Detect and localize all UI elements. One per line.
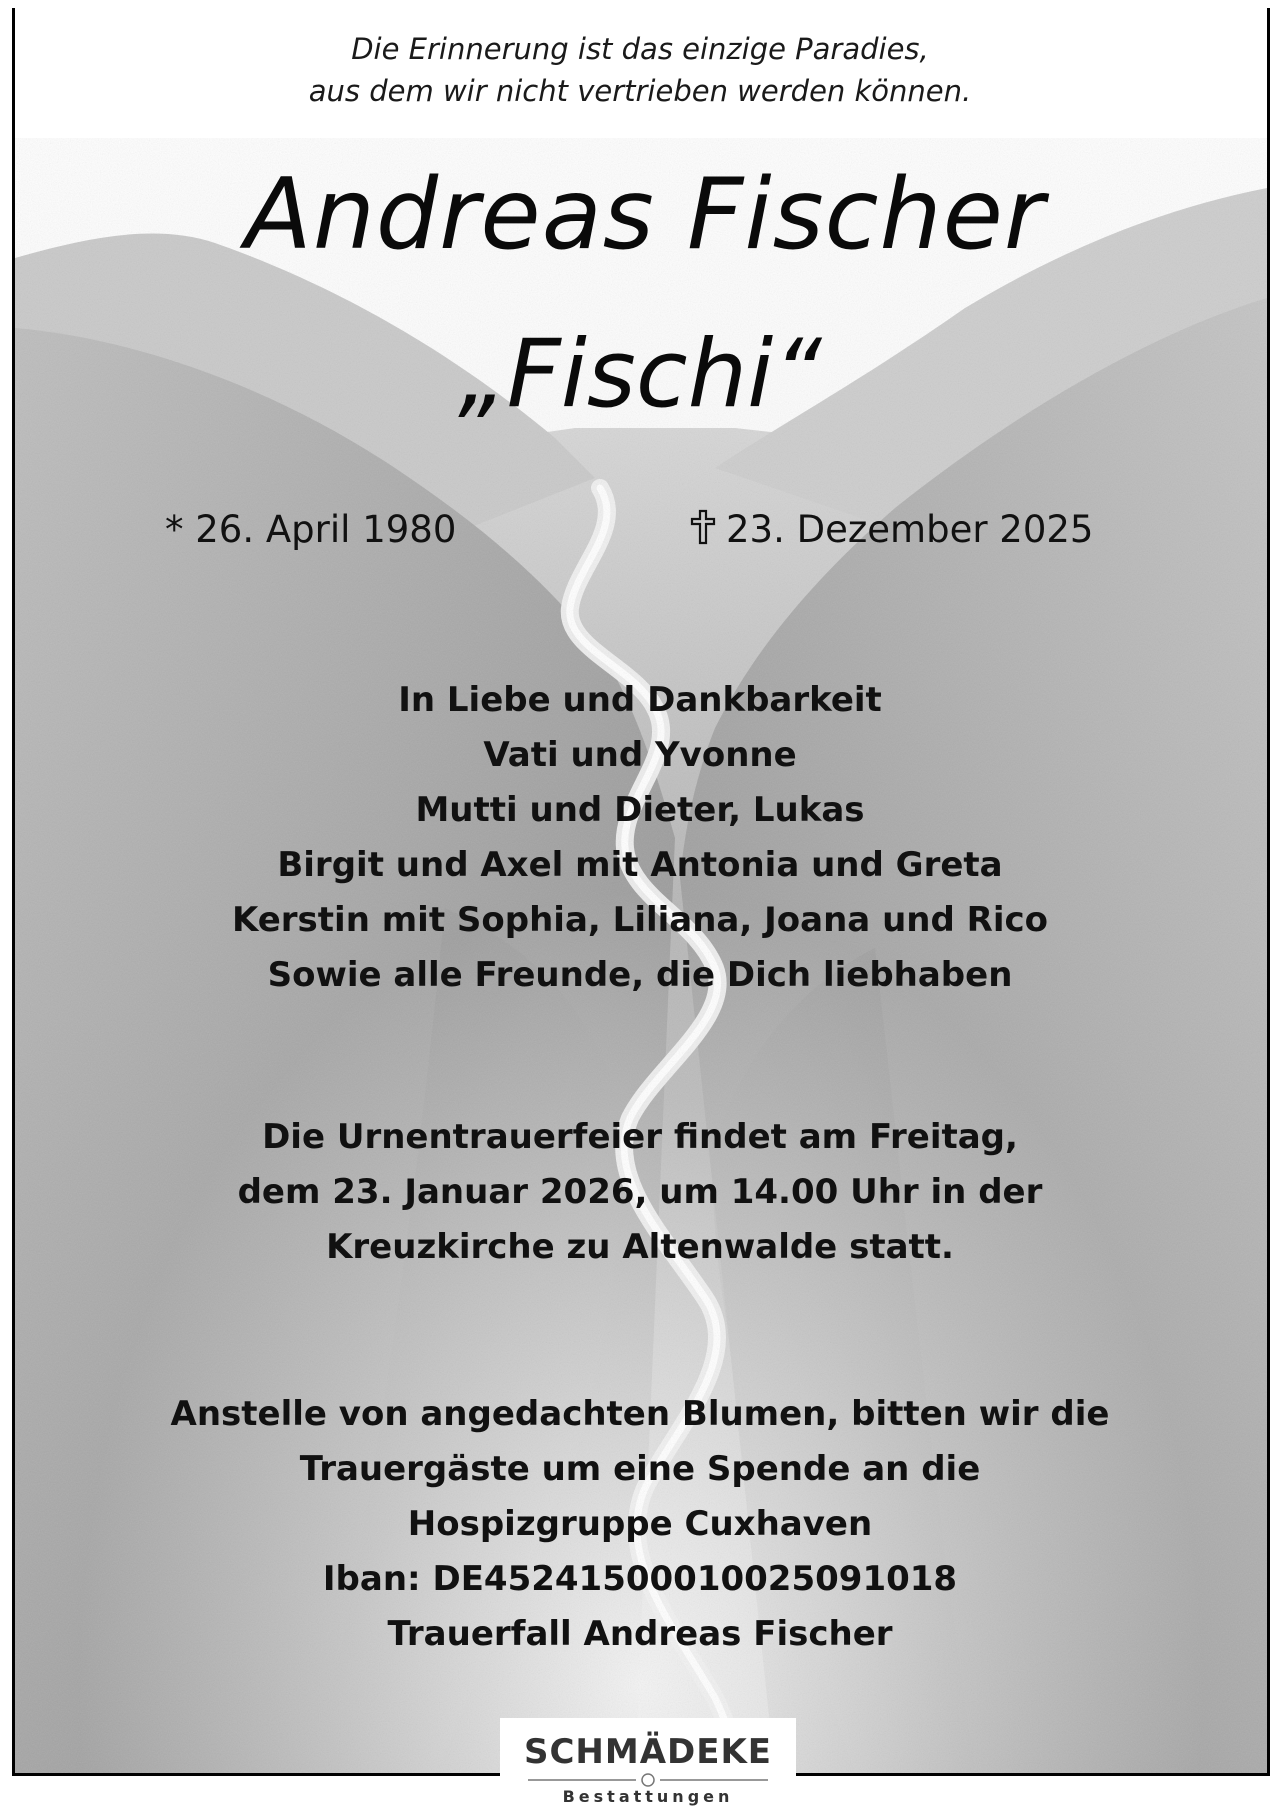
- death-date-row: [690, 507, 1093, 553]
- quote-line-2: aus dem wir nicht vertrieben werden können.: [308, 74, 972, 108]
- logo-subtitle: Bestattungen: [562, 1787, 734, 1806]
- family-line: Vati und Yvonne: [483, 735, 797, 775]
- deceased-name: Andreas Fischer: [244, 158, 1046, 272]
- cross-icon: [690, 509, 716, 545]
- deceased-nickname: „Fischi“: [458, 320, 822, 429]
- family-line: Birgit und Axel mit Antonia und Greta: [277, 845, 1003, 885]
- family-line: Kerstin mit Sophia, Liliana, Joana und Rico: [231, 900, 1049, 940]
- family-line: Sowie alle Freunde, die Dich liebhaben: [267, 955, 1013, 995]
- funeral-home-logo: [500, 1718, 796, 1819]
- donation-line: Trauerfall Andreas Fischer: [387, 1614, 893, 1654]
- donation-iban: Iban: DE45241500010025091018: [322, 1559, 958, 1599]
- ceremony-line: dem 23. Januar 2026, um 14.00 Uhr in der: [237, 1172, 1043, 1212]
- quote-line-1: Die Erinnerung ist das einzige Paradies,: [351, 32, 929, 66]
- family-block: [0, 673, 1280, 1003]
- family-line: In Liebe und Dankbarkeit: [398, 680, 882, 720]
- logo-name: SCHMÄDEKE: [523, 1732, 773, 1772]
- logo-divider: [528, 1772, 768, 1788]
- donation-line: Hospizgruppe Cuxhaven: [407, 1504, 873, 1544]
- family-line: Mutti und Dieter, Lukas: [415, 790, 865, 830]
- death-date: 23. Dezember 2025: [726, 508, 1094, 551]
- ceremony-line: Kreuzkirche zu Altenwalde statt.: [326, 1227, 954, 1267]
- birth-date: * 26. April 1980: [165, 508, 457, 551]
- donation-line: Anstelle von angedachten Blumen, bitten wir die: [170, 1394, 1110, 1434]
- ceremony-block: [0, 1110, 1280, 1275]
- donation-block: [0, 1387, 1280, 1662]
- ceremony-line: Die Urnentrauerfeier findet am Freitag,: [262, 1117, 1018, 1157]
- donation-line: Trauergäste um eine Spende an die: [299, 1449, 981, 1489]
